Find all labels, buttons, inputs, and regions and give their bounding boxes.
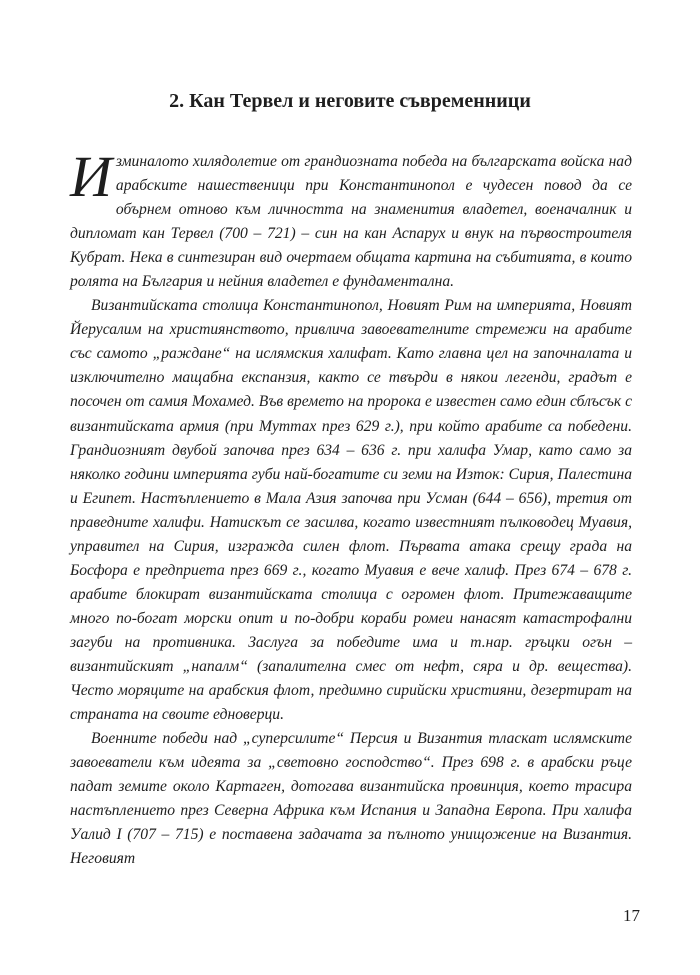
paragraph-2-text-a: Византийската столица Константинопол,: [91, 297, 388, 315]
emphasis-new-rome: Новият Рим: [387, 297, 472, 315]
emphasis-righteous-caliphs: праведните халифи.: [70, 513, 205, 531]
paragraph-2-text-d: Натискът се засилва, когато известният пълководец Муавия, управител на Сирия, изгражда силен флот. Първата атака срещу града на Босфора е предприета през 669 г., когато Муавия е вече халиф. През 674 – 678 г. арабите блокират византийската столица с огромен флот. Притежаващите много по-богат морски опит и по-добри кораби ромеи нанасят катастрофални загуби на противника. Заслуга за победите има и т.нар. гръцки огън – византийският „напалм“ (запалителна смес от нефт, сяра и др. вещества). Често моряците на арабския флот, предимно сирийски християни, дезертират на страната на своите едноверци.: [70, 513, 632, 724]
paragraph-1-text: зминалото хилядолетие от грандиозната победа на българската войска над арабските нашественици при Константинопол е чудесен повод да се обърнем отново към личността на знаменития владетел, военачалник и дипломат кан Тервел (700 – 721) – син на кан Аспарух и внук на първостроителя Кубрат. Нека в синтезиран вид очертаем общата картина на събитията, в които ролята на България и нейния владетел е фундаментална.: [70, 153, 632, 291]
body-text: [70, 144, 632, 871]
paragraph-2-text-c: на християнството, привлича завоевателните стремежи на арабите със самото „раждане“ на ислямския халифат. Като главна цел на започналата и изключително мащабна експанзия, както се твърди в някои легенди, градът е посочен от самия Мохамед. Във времето на пророка е известен само един сблъсък с византийската армия (при Муттах през 629 г.), при който арабите са победени. Грандиозният двубой започва през 634 – 636 г. при халифа Умар, като само за няколко години империята губи най-богатите си земи на Изток: Сирия, Палестина и Египет. Настъплението в Мала Азия започва при Усман (644 – 656), третия от: [70, 321, 632, 507]
emphasis-new-jerusalem: Новият Йерусалим: [70, 297, 632, 339]
paragraph-1: [70, 144, 632, 294]
drop-cap: И: [70, 144, 112, 209]
paragraph-3: Военните победи над „суперсилите“ Персия и Византия тласкат ислямските завоеватели към идеята за „световно господство“. През 698 г. в арабски ръце падат земите около Картаген, дотогава византийска провинция, което трасира настъплението през Северна Африка към Испания и Западна Европа. При халифа Уалид I (707 – 715) е поставена задачата за пълното унищожение на Византия. Неговият: [70, 730, 632, 868]
paragraph-2-text-b: на империята,: [471, 297, 580, 315]
page-number: 17: [623, 906, 640, 925]
paragraph-2: [70, 294, 632, 727]
chapter-heading: 2. Кан Тервел и неговите съвременници: [169, 90, 531, 112]
